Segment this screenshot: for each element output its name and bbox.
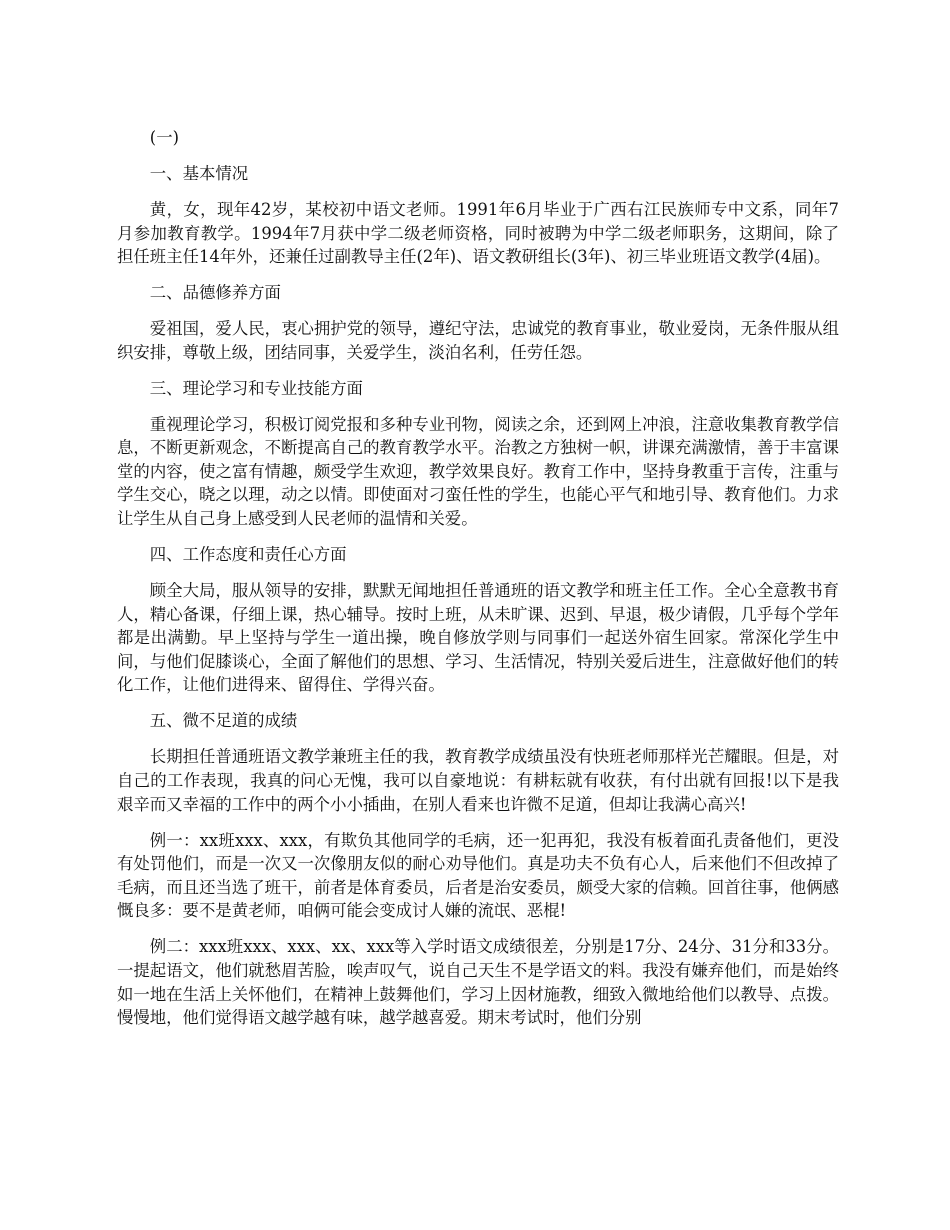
document-body: [117, 126, 839, 1042]
heading-moral-character: 二、品德修养方面: [149, 283, 281, 303]
paragraph-work-attitude: 顾全大局，服从领导的安排，默默无闻地担任普通班的语文教学和班主任工作。全心全意教书育人，精心备课，仔细上课，热心辅导。按时上班，从未旷课、迟到、早退，极少请假，几乎每个学年都是出满勤。早上坚持与学生一道出操，晚自修放学则与同事们一起送外宿生回家。常深化学生中间，与他们促膝谈心，全面了解他们的思想、学习、生活情况，特别关爱后进生，注意做好他们的转化工作，让他们进得来、留得住、学得兴奋。: [117, 581, 839, 695]
paragraph-theory-skills: 重视理论学习，积极订阅党报和多种专业刊物，阅读之余，还到网上冲浪，注意收集教育教学信息，不断更新观念，不断提高自己的教育教学水平。治教之方独树一帜，讲课充满激情，善于丰富课堂的内容，使之富有情趣，颇受学生欢迎，教学效果良好。教育工作中，坚持身教重于言传，注重与学生交心，晓之以理，动之以情。即使面对刁蛮任性的学生，也能心平气和地引导、教育他们。力求让学生从自己身上感受到人民老师的温情和关爱。: [117, 414, 839, 529]
section-marker: (一): [149, 128, 179, 147]
paragraph-achievements: 长期担任普通班语文教学兼班主任的我，教育教学成绩虽没有快班老师那样光芒耀眼。但是，对自己的工作表现，我真的问心无愧，我可以自豪地说：有耕耘就有收获，有付出就有回报!以下是我艰辛而又幸福的工作中的两个小小插曲，在别人看来也许微不足道，但却让我满心高兴!: [117, 747, 839, 814]
heading-basic-info: 一、基本情况: [149, 163, 249, 183]
paragraph-example-two: 例二：xxx班xxx、xxx、xx、xxx等入学时语文成绩很差，分别是17分、24分、31分和33分。一提起语文，他们就愁眉苦脸，唉声叹气，说自己天生不是学语文的料。我没有嫌弃他们，而是始终如一地在生活上关怀他们，在精神上鼓舞他们，学习上因材施教，细致入微地给他们以教导、点拨。慢慢地，他们觉得语文越学越有味，越学越喜爱。期末考试时，他们分别: [117, 937, 839, 1028]
heading-theory-skills: 三、理论学习和专业技能方面: [149, 378, 363, 398]
paragraph-example-one: 例一：xx班xxx、xxx，有欺负其他同学的毛病，还一犯再犯，我没有板着面孔责备他们，更没有处罚他们，而是一次又一次像朋友似的耐心劝导他们。真是功夫不负有心人，后来他们不但改掉了毛病，而且还当选了班干，前者是体育委员，后者是治安委员，颇受大家的信赖。回首往事，他俩感慨良多：要不是黄老师，咱俩可能会变成讨人嫌的流氓、恶棍!: [117, 830, 839, 921]
heading-work-attitude: 四、工作态度和责任心方面: [149, 545, 347, 565]
heading-achievements: 五、微不足道的成绩: [149, 711, 298, 731]
paragraph-moral-character: 爱祖国，爱人民，衷心拥护党的领导，遵纪守法，忠诚党的教育事业，敬业爱岗，无条件服从组织安排，尊敬上级，团结同事，关爱学生，淡泊名利，任劳任怨。: [117, 319, 839, 362]
paragraph-basic-info: 黄，女，现年42岁，某校初中语文老师。1991年6月毕业于广西右江民族师专中文系，同年7月参加教育教学。1994年7月获中学二级老师资格，同时被聘为中学二级老师职务，这期间，除了担任班主任14年外，还兼任过副教导主任(2年)、语文教研组长(3年)、初三毕业班语文教学(4届)。: [117, 199, 839, 267]
